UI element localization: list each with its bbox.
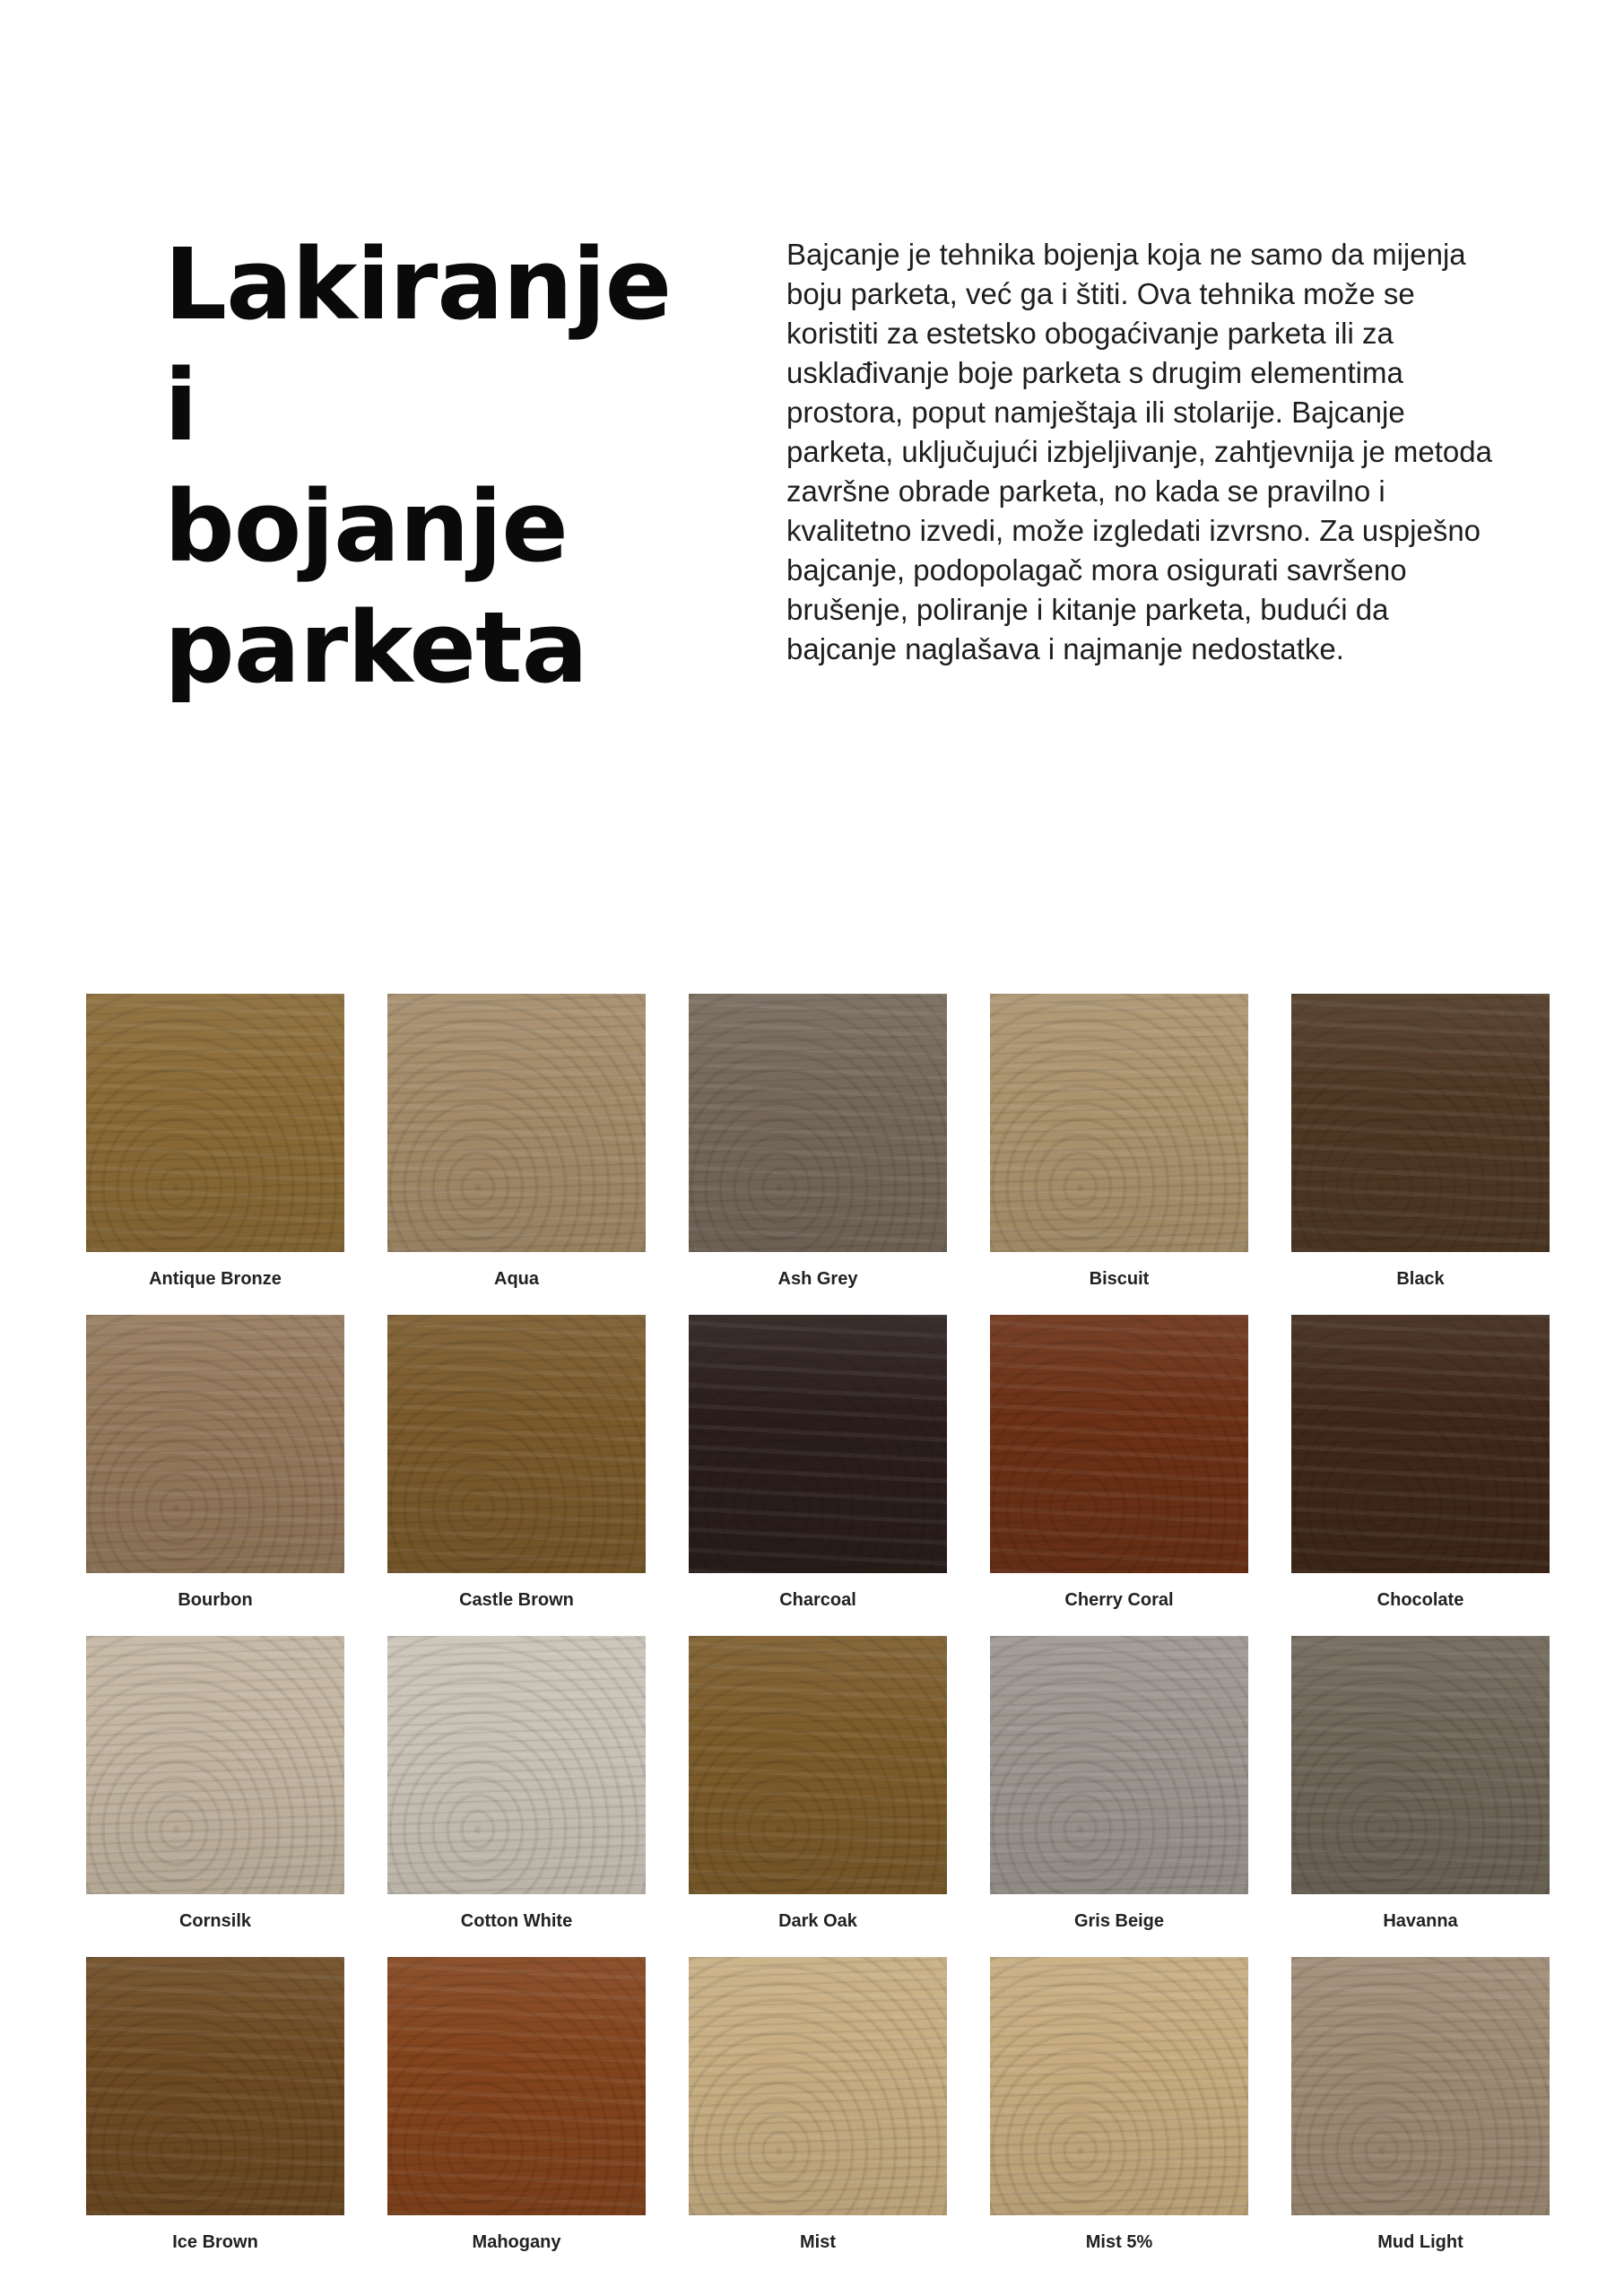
swatch-label: Havanna [1383,1911,1458,1931]
swatch-havanna [1291,1636,1550,1941]
swatch-label: Antique Bronze [149,1269,282,1289]
swatch-cornsilk [86,1636,344,1941]
swatch-mahogany [387,1957,646,2262]
swatch-label: Mahogany [472,2232,561,2252]
swatch-label: Biscuit [1089,1269,1150,1289]
swatch-gris-beige [990,1636,1248,1941]
wood-sample [86,1957,344,2215]
swatch-label: Cherry Coral [1064,1590,1174,1610]
swatch-label: Bourbon [178,1590,253,1610]
wood-sample [990,1636,1248,1894]
wood-sample [387,994,646,1252]
swatch-label: Black [1396,1269,1445,1289]
swatch-mist-5 [990,1957,1248,2262]
swatch-ice-brown [86,1957,344,2262]
swatch-mud-light [1291,1957,1550,2262]
wood-sample [387,1315,646,1573]
swatch-mist [689,1957,947,2262]
swatch-aqua [387,994,646,1299]
swatch-bourbon [86,1315,344,1620]
swatch-label: Cotton White [460,1911,573,1931]
swatch-label: Mist [800,2232,836,2252]
wood-sample [86,1315,344,1573]
wood-sample [387,1636,646,1894]
swatch-label: Cornsilk [178,1911,252,1931]
wood-sample [86,994,344,1252]
wood-sample [1291,1636,1550,1894]
swatch-castle-brown [387,1315,646,1620]
page-title [164,224,672,709]
swatch-label: Castle Brown [459,1590,574,1610]
swatch-cotton-white [387,1636,646,1941]
wood-sample [1291,1957,1550,2215]
wood-sample [689,1636,947,1894]
swatch-label: Charcoal [779,1590,856,1610]
swatch-grid [86,994,1550,2262]
swatch-label: Dark Oak [778,1911,857,1931]
wood-sample [1291,994,1550,1252]
intro-paragraph: Bajcanje je tehnika bojenja koja ne samo da mijenja boju parketa, već ga i štiti. Ova tehnika može se koristiti za estetsko obogaćivanje parketa ili za usklađivanje boje parketa s drugim elementima prostora, poput namještaja ili stolarije. Bajcanje parketa, uključujući izbjeljivanje, zahtjevnija je metoda završne obrade parketa, no kada se pravilno i kvalitetno izvedi, može izgledati izvrsno. Za uspješno bajcanje, podopolagač mora osigurati savršeno brušenje, poliranje i kitanje parketa, budući da bajcanje naglašava i najmanje nedostatke. [786,238,1492,665]
swatch-label: Chocolate [1376,1590,1464,1610]
swatch-label: Ash Grey [777,1269,858,1289]
swatch-antique-bronze [86,994,344,1299]
swatch-chocolate [1291,1315,1550,1620]
swatch-cherry-coral [990,1315,1248,1620]
wood-sample [387,1957,646,2215]
swatch-label: Mist 5% [1085,2232,1153,2252]
title-line-2: i [164,348,197,463]
wood-sample [689,1315,947,1573]
wood-sample [689,1957,947,2215]
wood-sample [990,1957,1248,2215]
wood-sample [1291,1315,1550,1573]
swatch-charcoal [689,1315,947,1620]
wood-sample [689,994,947,1252]
swatch-label: Gris Beige [1073,1911,1165,1931]
wood-sample [990,994,1248,1252]
swatch-biscuit [990,994,1248,1299]
title-line-3: bojanje [164,469,568,584]
title-line-4: parketa [164,590,587,705]
swatch-ash-grey [689,994,947,1299]
swatch-label: Ice Brown [172,2232,258,2252]
title-line-1: Lakiranje [164,227,672,342]
wood-sample [990,1315,1248,1573]
swatch-label: Mud Light [1377,2232,1463,2252]
swatch-black [1291,994,1550,1299]
swatch-dark-oak [689,1636,947,1941]
wood-sample [86,1636,344,1894]
swatch-label: Aqua [494,1269,539,1289]
